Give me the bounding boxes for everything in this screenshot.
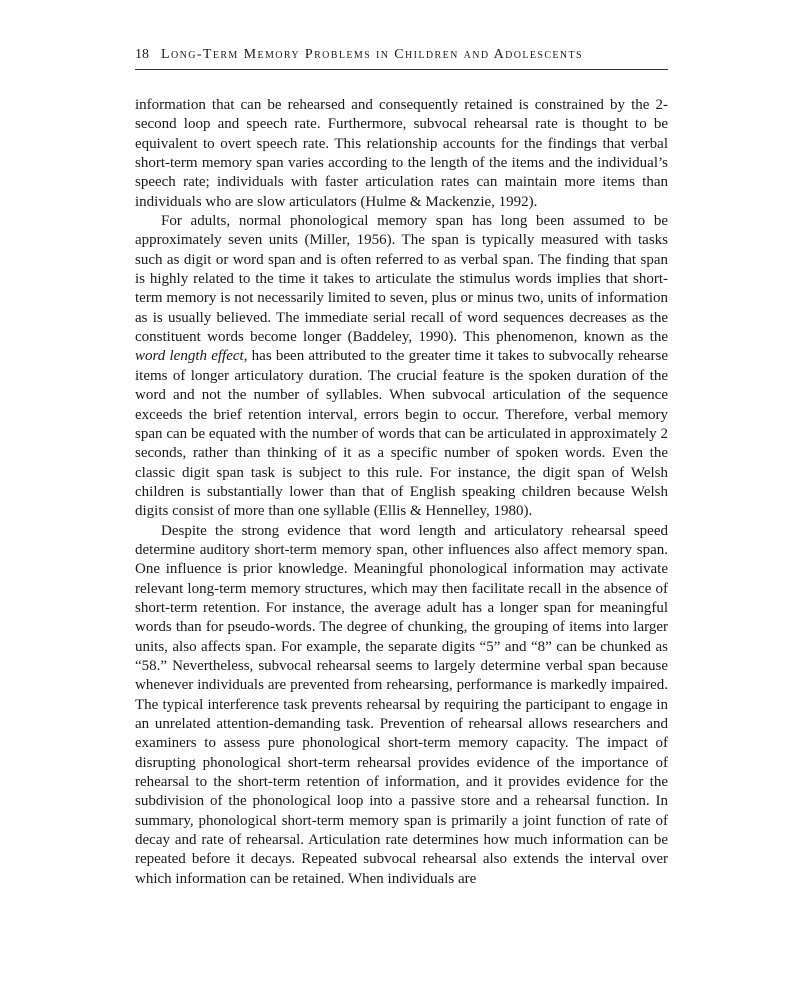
word-length-effect-term: word length effect bbox=[135, 348, 244, 365]
running-title: Long-Term Memory Problems in Children and Adolescents bbox=[161, 47, 583, 62]
page-header bbox=[135, 47, 668, 70]
paragraph-1: information that can be rehearsed and consequently retained is constrained by the 2-second loop and speech rate. Furthermore, subvocal rehearsal rate is thought to be equivalent to overt speech rate. This relationship accounts for the findings that verbal short-term memory span varies according to the length of the items and the individual’s speech rate; individuals with faster articulation rates can maintain more items than individuals who are slow articulators (Hulme & Mackenzie, 1992). bbox=[135, 97, 668, 210]
paragraph-2-text-before: For adults, normal phonological memory span has long been assumed to be approximately seven units (Miller, 1956). The span is typically measured with tasks such as digit or word span and is often referred to as verbal span. The finding that span is highly related to the time it takes to articulate the stimulus words implies that short-term memory is not necessarily limited to seven, plus or minus two, units of information as is usually believed. The immediate serial recall of word sequences decreases as the constituent words become longer (Baddeley, 1990). This phenomenon, known as the bbox=[135, 213, 668, 346]
paragraph-2-text-after: , has been attributed to the greater time it takes to subvocally rehearse items of longer articulatory duration. The crucial feature is the spoken duration of the word and not the number of syllables. When subvocal articulation of the sequence exceeds the brief retention interval, errors begin to occur. Therefore, verbal memory span can be equated with the number of words that can be articulated in approximately 2 seconds, rather than thinking of it as a specific number of spoken words. Even the classic digit span task is subject to this rule. For instance, the digit span of Welsh children is substantially lower than that of English speaking children because Welsh digits consist of more than one syllable (Ellis & Hennelley, 1980). bbox=[135, 348, 668, 520]
page-number: 18 bbox=[135, 47, 149, 62]
paragraph-2 bbox=[135, 212, 668, 522]
body-text bbox=[135, 96, 668, 889]
paragraph-3: Despite the strong evidence that word length and articulatory rehearsal speed determine auditory short-term memory span, other influences also affect memory span. One influence is prior knowledge. Meaningful phonological information may activate relevant long-term memory structures, which may then facilitate recall in the absence of short-term retention. For instance, the average adult has a longer span for meaningful words than for pseudo-words. The degree of chunking, the grouping of items into larger units, also affects span. For example, the separate digits “5” and “8” can be chunked as “58.” Nevertheless, subvocal rehearsal seems to largely determine verbal span because whenever individuals are prevented from rehearsing, performance is markedly impaired. The typical interference task prevents rehearsal by requiring the participant to engage in an unrelated attention-demanding task. Prevention of rehearsal allows researchers and examiners to assess pure phonological short-term memory capacity. The impact of disrupting phonological short-term rehearsal provides evidence of the importance of rehearsal to the short-term retention of information, and it provides evidence for the subdivision of the phonological loop into a passive store and a rehearsal function. In summary, phonological short-term memory span is primarily a joint function of rate of decay and rate of rehearsal. Articulation rate determines how much information can be repeated before it decays. Repeated subvocal rehearsal also extends the interval over which information can be retained. When individuals are bbox=[135, 522, 668, 887]
